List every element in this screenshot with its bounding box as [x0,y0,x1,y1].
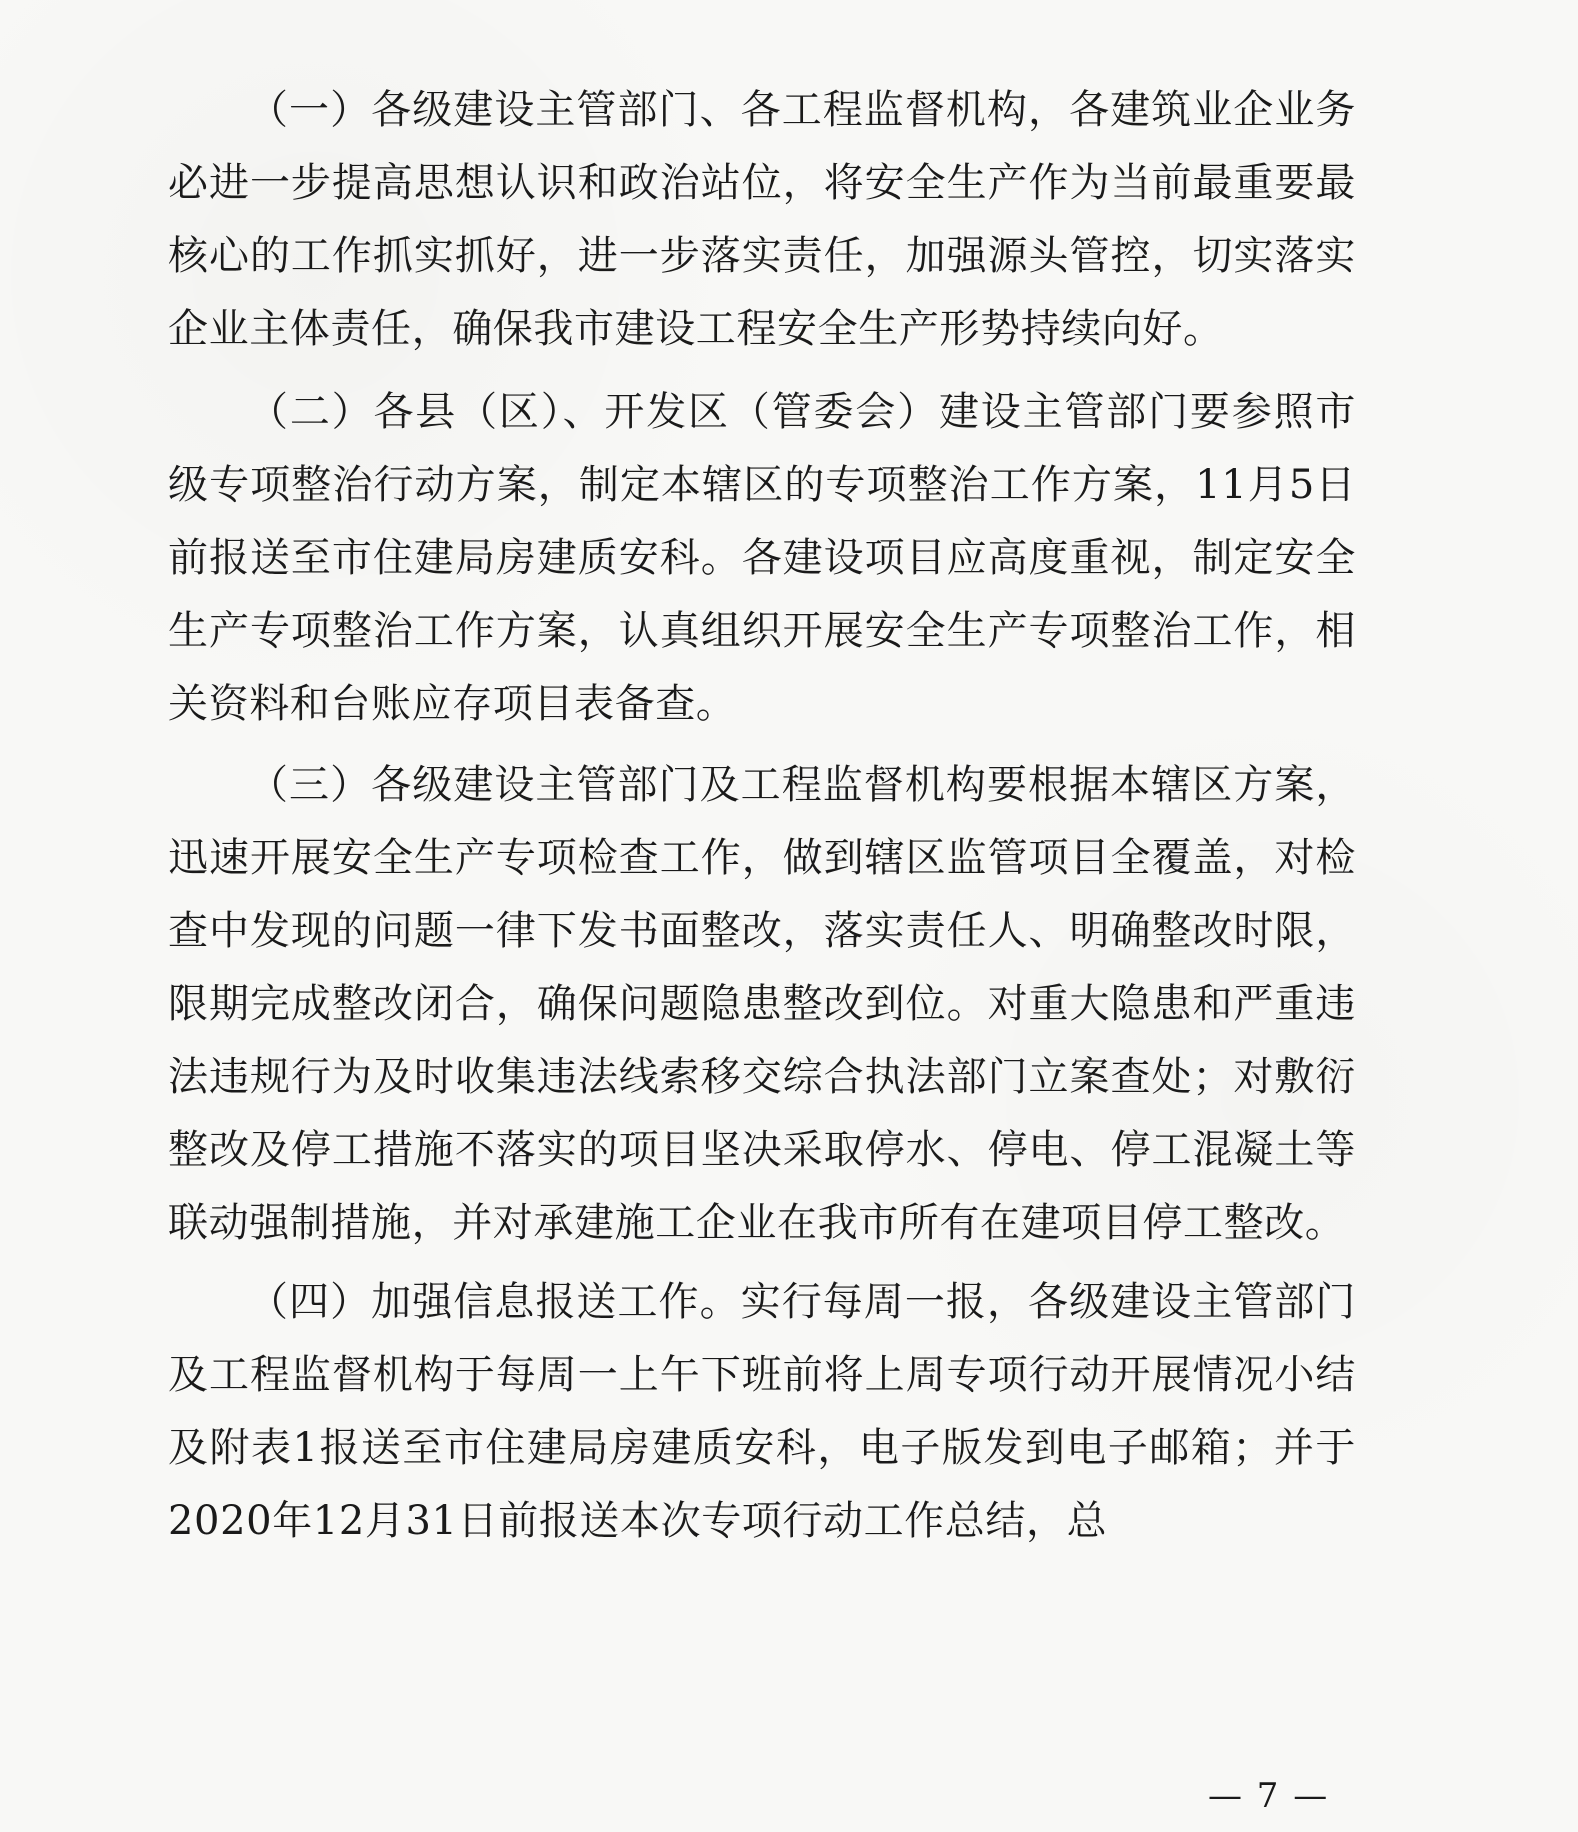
paragraph-4: （四）加强信息报送工作。实行每周一报，各级建设主管部门及工程监督机构于每周一上午下班前将上周专项行动开展情况小结及附表1报送至市住建局房建质安科，电子版发到电子邮箱；并于2020年12月31日前报送本次专项行动工作总结，总 [168,1279,1356,1544]
page-number: — 7 — [1208,1776,1330,1816]
document-body [168,74,1356,1570]
paragraph-3: （三）各级建设主管部门及工程监督机构要根据本辖区方案，迅速开展安全生产专项检查工作，做到辖区监管项目全覆盖，对检查中发现的问题一律下发书面整改，落实责任人、明确整改时限，限期完成整改闭合，确保问题隐患整改到位。对重大隐患和严重违法违规行为及时收集违法线索移交综合执法部门立案查处；对敷衍整改及停工措施不落实的项目坚决采取停水、停电、停工混凝土等联动强制措施，并对承建施工企业在我市所有在建项目停工整改。 [168,762,1356,1246]
paragraph-2: （二）各县（区）、开发区（管委会）建设主管部门要参照市级专项整治行动方案，制定本辖区的专项整治工作方案，11月5日前报送至市住建局房建质安科。各建设项目应高度重视，制定安全生产专项整治工作方案，认真组织开展安全生产专项整治工作，相关资料和台账应存项目表备查。 [168,389,1356,727]
paragraph-1: （一）各级建设主管部门、各工程监督机构，各建筑业企业务必进一步提高思想认识和政治站位，将安全生产作为当前最重要最核心的工作抓实抓好，进一步落实责任，加强源头管控，切实落实企业主体责任，确保我市建设工程安全生产形势持续向好。 [168,87,1356,352]
